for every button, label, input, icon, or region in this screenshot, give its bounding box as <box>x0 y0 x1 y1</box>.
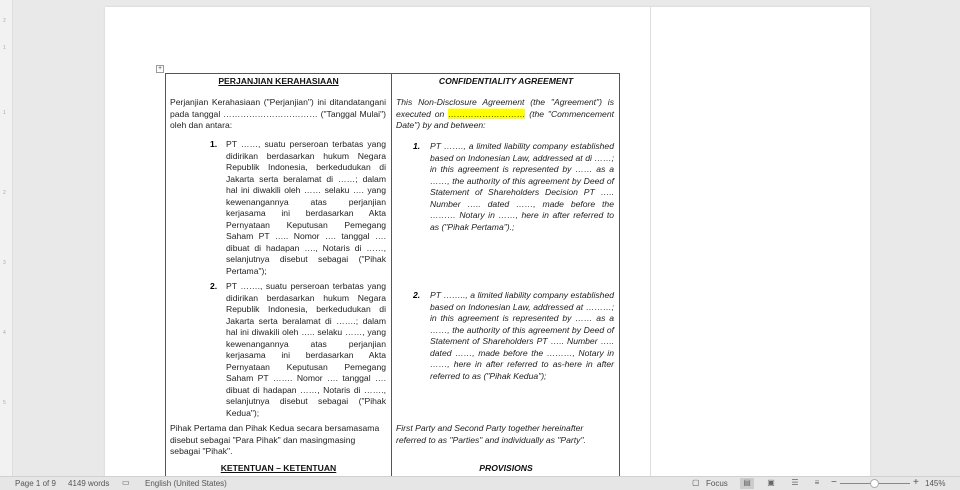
right-intro-text-end: (the "Commencement Date") by and between: <box>396 108 614 130</box>
proofing-icon[interactable]: ▭ <box>122 478 130 487</box>
left-title: PERJANJIAN KERAHASIAAN <box>218 76 339 86</box>
right-title: CONFIDENTIALITY AGREEMENT <box>438 76 574 86</box>
table-move-handle-icon[interactable]: + <box>157 65 163 72</box>
outline-icon[interactable]: ☰ <box>791 478 799 487</box>
right-intro-text: This Non-Disclosure Agreement (the "Agreement") is executed on <box>396 97 614 119</box>
commencement-date-blank: ……………………… <box>448 108 526 119</box>
vertical-ruler[interactable]: 2 1 1 2 3 4 5 <box>0 0 13 476</box>
language[interactable]: English (United States) <box>145 479 227 488</box>
left-closing: Pihak Pertama dan Pihak Kedua secara bersamasama disebut sebagai "Para Pihak" dan masingmasing sebagai "Pihak". <box>170 423 380 456</box>
left-intro: Perjanjian Kerahasiaan ("Perjanjian") ini ditandatangani pada tanggal …………………………… ("Tanggal Mulai") oleh dan antara: <box>170 97 386 130</box>
right-item2-number: 2. <box>413 290 421 300</box>
print-layout-icon[interactable]: ▤ <box>740 478 754 489</box>
left-item1: PT ……, suatu perseroan terbatas yang didirikan berdasarkan hukum Negara Republik Indonesia, berkedudukan di Jakarta serta beralamat di ……; dalam hal ini diwakili oleh …… selaku …. yang kewenangannya atas perjanjian kerjasama ini berdasarkan Akta Pernyataan Keputusan Pemegang Saham PT ….. Nomor …. tanggal …. dibuat di hadapan …., Notaris di ……, selanjutnya disebut sebagai ("Pihak Pertama"); <box>226 139 386 276</box>
zoom-slider-handle[interactable] <box>870 479 879 488</box>
web-layout-icon[interactable]: ▣ <box>767 478 775 487</box>
right-item2: PT …….., a limited liability company established based on Indonesian Law, addressed at ………; in this agreement is represented by …… as a ……, the authority of this agreement by Deed of Statement of Shareholders PT ….. Number ….. dated ……, made before the ………, Notary in ……, here in after referred to as-here in after referred to as ("Pihak Kedua"); <box>430 290 614 381</box>
left-item2-number: 2. <box>210 281 218 291</box>
zoom-in-button[interactable]: + <box>913 477 919 488</box>
right-item1-number: 1. <box>413 141 421 151</box>
right-closing: First Party and Second Party together hereinafter referred to as "Parties" and individually as "Party". <box>396 423 586 445</box>
page-count[interactable]: Page 1 of 9 <box>15 479 56 488</box>
column-divider <box>391 73 392 476</box>
focus-button[interactable]: Focus <box>706 479 728 488</box>
zoom-level[interactable]: 145% <box>925 479 946 488</box>
left-item1-number: 1. <box>210 139 218 149</box>
left-next-heading: KETENTUAN – KETENTUAN <box>220 463 337 473</box>
right-intro <box>396 97 614 132</box>
margin-divider <box>650 7 651 476</box>
status-bar <box>0 476 960 490</box>
right-next-heading: PROVISIONS <box>479 463 533 473</box>
focus-icon[interactable]: ▢ <box>692 478 700 487</box>
zoom-out-button[interactable]: − <box>831 477 837 488</box>
draft-icon[interactable]: ≡ <box>814 478 820 487</box>
right-item1: PT ……., a limited liability company established based on Indonesian Law, addressed at di ……; in this agreement is represented by …… as a ……, the authority of this agreement by Deed of Statement of Shareholders Decision PT ….. Number ….. dated ……, made before the ……… Notary in ……, here in after referred to as ("Pihak Pertama").; <box>430 141 614 232</box>
word-count[interactable]: 4149 words <box>68 479 110 488</box>
left-item2: PT ……., suatu perseroan terbatas yang didirikan berdasarkan hukum Negara Republik Indonesia, berkedudukan di Jakarta serta beralamat di …….; dalam hal ini diwakili oleh ….. selaku ……, yang kewenangannya atas perjanjian kerjasama ini berdasarkan Akta Pernyataan Keputusan Pemegang Saham PT ……. Nomor …. tanggal …. dibuat di hadapan ……, Notaris di ……., selanjutnya disebut sebagai ("Pihak Kedua"); <box>226 281 386 418</box>
